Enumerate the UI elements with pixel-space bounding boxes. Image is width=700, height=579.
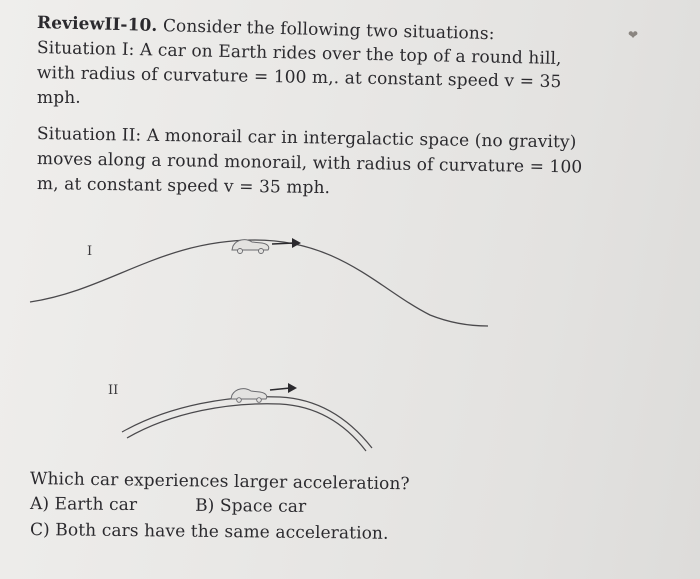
question-prompt: Which car experiences larger acceleration? [29, 469, 410, 495]
earth-car-velocity-arrow-icon [272, 238, 301, 248]
situation2-line2: moves along a round monorail, with radius of curvature = 100 [36, 149, 583, 178]
problem-intro: Consider the following two situations: [162, 16, 495, 45]
space-car-icon [231, 389, 267, 403]
situation2-line1: Situation II: A monorail car in intergalactic space (no gravity) [36, 124, 577, 153]
corner-mark-icon: ❤ [628, 28, 639, 42]
earth-car-icon [232, 240, 269, 254]
situation1-line3: mph. [37, 88, 81, 108]
situation1-label: I [87, 244, 93, 259]
choice-a: A) Earth car [29, 494, 138, 516]
situation2-line3: m, at constant speed v = 35 mph. [36, 174, 331, 199]
choice-c: C) Both cars have the same acceleration. [29, 520, 389, 544]
space-car-velocity-arrow-icon [270, 383, 297, 393]
situation1-line2: with radius of curvature = 100 m,. at constant speed v = 35 [36, 63, 562, 93]
situation1-line1: Situation I: A car on Earth rides over the top of a round hill, [36, 38, 562, 69]
situation2-label: II [108, 383, 119, 398]
problem-id: ReviewII-10. [36, 13, 158, 36]
choices-row [30, 494, 307, 517]
choice-b: B) Space car [195, 495, 307, 517]
